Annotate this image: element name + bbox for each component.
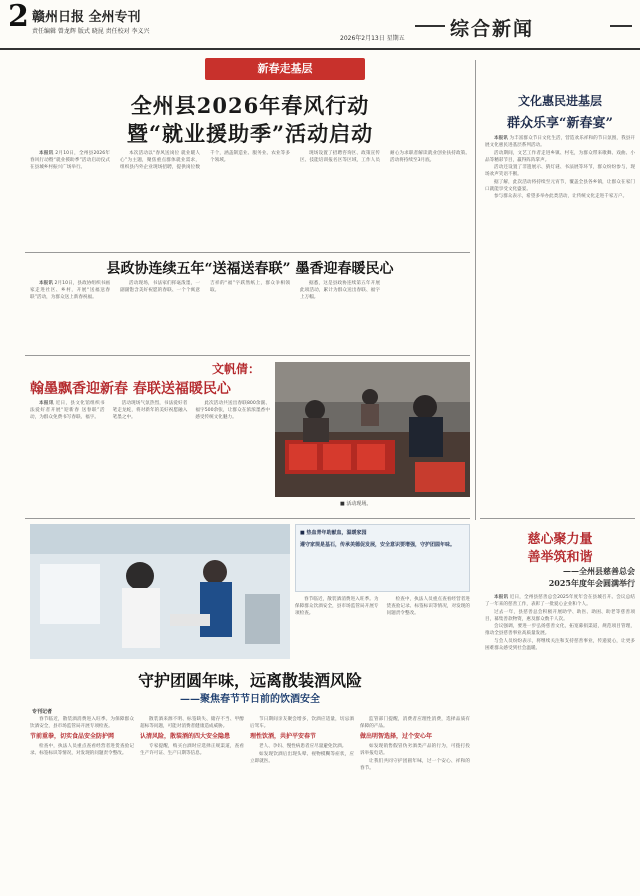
- section-rule: [25, 252, 470, 253]
- food-para: 检查中，执法人员重点查看经营者进货查验记录、标签标识等情况，对发现的问题责令整改。: [386, 597, 470, 616]
- charity-para: 近日，全州县慈善总会2025年度年会在县城召开。会议总结了一年来的慈善工作，表彰了一批爱心企业和个人。: [485, 595, 635, 607]
- column-rule: [475, 60, 476, 520]
- lead-para: 本次活动以“春风送岗位 就业暖人心”为主题，聚焦重点群体就业需求，组织县内外企业现场招聘，提供岗位数千个，涵盖制造业、服务业、农业等多个领域。: [120, 151, 290, 170]
- pull-quote: 遵守家规是基石，传承美德促发展，安全意识要增强，守护团圆年味。: [300, 542, 456, 548]
- culture-title: 翰墨飘香迎新春 春联送福暖民心: [30, 381, 231, 397]
- charity-para: 过去一年，县慈善总会积极开展助学、助医、助困、助老等慈善项目，募集善款物资，惠及群众数千人次。: [485, 609, 635, 622]
- culture-para: 此次活动共送出春联800余副、福字500余张，让群众在浓浓墨香中感受传统文化魅力。: [195, 401, 270, 420]
- culture-photo: [275, 362, 470, 497]
- right-top-title: 群众乐享“新春宴”: [507, 116, 613, 131]
- section-rule: [480, 518, 635, 519]
- charity-subtitle-line1: ——全州县慈善总会: [563, 566, 635, 576]
- food-subhead: 认清风险，散装酒的四大安全隐患: [140, 733, 231, 740]
- lead-title-line1: 全州县2026年春风行动: [130, 93, 370, 118]
- right-top-para: 参与群众表示，希望多举办此类活动，让传统文化走进千家万户。: [494, 194, 628, 199]
- county-para: 2月10日，县政协组织书画家走进社区、乡村，开展“送福送春联”活动，为群众送上新春祝福。: [30, 281, 110, 300]
- right-top-body: [485, 135, 635, 515]
- health-photo: [30, 524, 290, 659]
- county-para: 据悉，这是县政协连续第五年开展此项活动，累计为群众送出春联、福字上万幅。: [300, 281, 380, 300]
- food-col-4: [360, 716, 470, 890]
- culture-photo-caption: ■ 活动现场。: [340, 501, 372, 507]
- county-byline: 本报讯: [39, 281, 53, 286]
- county-body: [30, 280, 470, 350]
- charity-para: 会议强调，要进一步弘扬慈善文化，拓宽募捐渠道，规范项目管理，推动全县慈善事业高质量发展。: [485, 624, 635, 636]
- food-intro-body: [295, 596, 470, 660]
- charity-title-line2: 善举筑和谐: [527, 550, 593, 565]
- pull-quote-box: [295, 524, 470, 592]
- charity-body: [485, 594, 635, 890]
- food-title: 守护团圆年味，远离散装酒风险: [137, 671, 362, 690]
- right-top-para: 据了解，此次活动将持续至元宵节，覆盖全县各乡镇，让群众在家门口就能享受文化盛宴。: [485, 179, 635, 192]
- food-subtitle: ——聚焦春节节日前的饮酒安全: [180, 694, 320, 705]
- clinic-scene-image: [30, 524, 290, 659]
- food-para: 检查中，执法人员重点查看经营者进货查验记录、标签标识等情况，对发现的问题责令整改。: [30, 744, 134, 756]
- section-tab: 综合新闻: [450, 18, 535, 40]
- charity-para: 与会人员纷纷表示，将继续关注和支持慈善事业，传递爱心，让更多困难群众感受到社会温暖。: [485, 638, 635, 651]
- right-top-para: 活动期间，文艺工作者走进乡镇、村屯，为群众带来歌舞、戏曲、小品等精彩节目，赢得阵阵掌声。: [485, 150, 635, 163]
- lead-title-line2: 暨“就业援助季”活动启动: [126, 121, 374, 146]
- food-para: 让我们共同守护团圆年味，过一个安心、祥和的春节。: [360, 758, 470, 771]
- food-col-2: [140, 716, 244, 890]
- health-photo-caption: ■ 热血青年助献血，温暖家园: [300, 530, 367, 536]
- charity-byline: 本报讯: [494, 595, 509, 600]
- lead-byline: 本报讯: [39, 151, 54, 156]
- masthead: [0, 0, 640, 50]
- culture-body: [30, 400, 270, 515]
- calligraphy-scene-image: [275, 362, 470, 497]
- section-rule: [25, 518, 470, 519]
- food-para: 老人、孕妇、慢性病患者应尽量避免饮酒。: [259, 744, 347, 749]
- right-top-kicker: 文化惠民进基层: [517, 94, 602, 108]
- section-rule: [25, 355, 470, 356]
- charity-title-line1: 慈心聚力量: [527, 532, 593, 547]
- food-para: 如发现饮酒后出现头晕、视物模糊等症状，应立即就医。: [250, 751, 354, 764]
- lead-body: [30, 150, 470, 246]
- right-top-byline: 本报讯: [494, 136, 508, 141]
- county-para: 活动现场，书法家们挥毫泼墨，一副副饱含美好祝愿的春联、一个个寓意吉祥的“福”字跃然纸上，群众争相领取。: [120, 281, 290, 293]
- lead-para: 现场设置了招聘咨询区、政策宣传区、技能培训报名区等区域，工作人员耐心为求职者解读就业创业扶持政策。活动将持续至3月底。: [300, 151, 470, 163]
- food-subhead: 节前重拳，切实食品安全防护网: [30, 733, 115, 740]
- staff-credits: 责任编辑 曾龙辉 版式 晓昆 责任校对 李义兴: [32, 28, 150, 35]
- issue-date: 2026年2月13日 星期五: [340, 35, 405, 42]
- right-top-para: 为丰富群众节日文化生活，营造欢乐祥和的节日氛围，我县开展文化惠民进基层系列活动。: [485, 136, 635, 148]
- paper-name: 赣州日报 全州专刊: [32, 10, 141, 25]
- food-subhead: 理性饮酒，共护平安春节: [250, 733, 317, 740]
- charity-subtitle-line2: 2025年度年会圆满举行: [548, 578, 635, 588]
- lead-para: 2月10日，全州县2026年春风行动暨“就业援助季”活动启动仪式在县城乡村振兴广场举行。: [30, 151, 110, 170]
- masthead-rule-left: [415, 25, 445, 27]
- food-col-1: [30, 716, 134, 890]
- lead-banner: 新春走基层: [205, 58, 365, 80]
- food-col-3: [250, 716, 354, 890]
- culture-byline: 本报讯: [39, 401, 54, 406]
- culture-para: 近日，县文化馆组织书法爱好者开展“迎新春 送春联”活动，为群众免费书写春联、福字。: [30, 401, 105, 420]
- right-top-para: 活动还设置了非遗展示、猜灯谜、书法展等环节，群众纷纷参与，现场欢声笑语不断。: [485, 165, 635, 177]
- culture-kicker: 文帆倩：: [211, 362, 260, 376]
- page-number: 2: [8, 0, 29, 34]
- masthead-rule-right: [610, 25, 632, 27]
- food-para: 节日期间亲友聚会增多，饮酒应适量，切忌酒后驾车。: [250, 717, 354, 729]
- food-para: 春节临近，散装酒消费进入旺季。为保障群众饮酒安全，县市场监管局开展专项检查。: [30, 717, 134, 729]
- food-subhead: 做出明智选择，过个安心年: [360, 733, 433, 740]
- food-para: 散装酒来源不明、标签缺失、储存不当、甲醇超标等问题，可能对消费者健康造成威胁。: [140, 717, 244, 729]
- food-para: 专家提醒，购买白酒时应选择正规渠道，查看生产许可证、生产日期等信息。: [140, 744, 244, 756]
- food-para: 如发现销售假冒伪劣酒类产品的行为，可拨打投诉举报电话。: [360, 744, 470, 756]
- food-para: 春节临近，散装酒消费进入旺季。为保障群众饮酒安全，县市场监管局开展专项检查。: [295, 597, 379, 616]
- county-title: 县政协连续五年“送福送春联” 墨香迎春暖民心: [106, 261, 394, 277]
- food-byline: 专刊记者: [32, 709, 53, 715]
- food-para: 监管部门提醒，消费者应理性消费，选择品质有保障的产品。: [360, 717, 470, 729]
- culture-para: 活动现场气氛热烈，书法爱好者笔走龙蛇，将对新年的美好祝愿融入笔墨之中。: [112, 401, 188, 420]
